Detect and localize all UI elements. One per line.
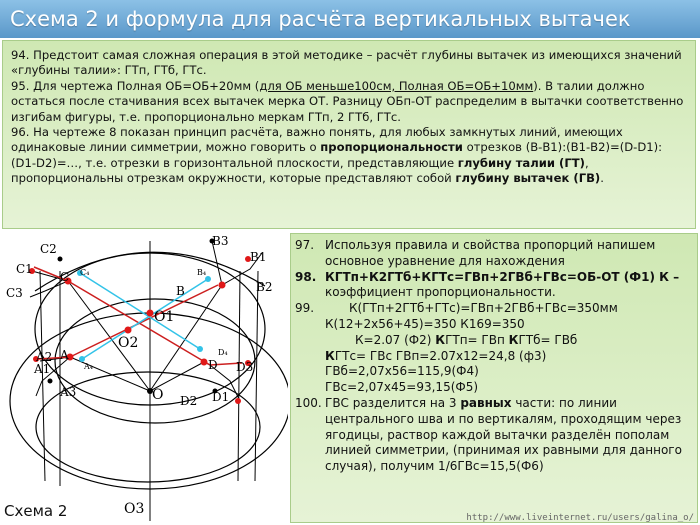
- point-o1: [147, 310, 154, 317]
- p96-text-c: отрезков (В-В1):(В1-В2)=(D-D1):(D1-D2)=…, т.е. отрезки в горизонтальной плоскости, представляющие: [11, 140, 663, 170]
- p96-text-e: .: [600, 171, 604, 186]
- p96-text-d: , пропорциональны отрезкам окружности, которые представляют собой: [11, 155, 589, 186]
- item-99-line-1: К(ГТп+2ГТб+ГТс)=ГВп+2ГВб+ГВс=350мм: [349, 301, 618, 316]
- item-99-number: 99.: [295, 301, 315, 316]
- source-watermark: http://www.liveinternet.ru/users/galina_o/: [466, 513, 694, 523]
- label-d2: D2: [180, 394, 198, 408]
- point-a3: [48, 379, 53, 384]
- label-c: C: [60, 270, 70, 284]
- top-text-box: [2, 40, 696, 229]
- label-o3: O3: [124, 501, 145, 517]
- item-99-line-3-a: ГТп= ГВп: [445, 332, 509, 347]
- item-99-line-5: ГВб=2,07х56=115,9(Ф4): [325, 364, 479, 379]
- label-c1: C1: [16, 262, 33, 276]
- item-99-line-3: [295, 333, 691, 349]
- item-100-equal: равных: [460, 395, 512, 410]
- label-a4: A₄: [84, 362, 93, 371]
- label-b: B: [176, 284, 185, 298]
- item-99-line-4: [295, 349, 691, 365]
- label-o: O: [152, 387, 164, 403]
- slide-title: Схема 2 и формула для расчёта вертикальных вытачек: [0, 0, 700, 38]
- paragraph-96: [11, 125, 687, 187]
- dart-a-to-o: [70, 357, 150, 391]
- label-a1: A1: [34, 362, 51, 376]
- item-100-text-c: части: по линии центрального шва и по вертикалям, проходящим через ягодицы, раствор каждой вытачки разделён пополам линией симметрии, (принимая их равными для данного случая), получим 1/6ГВс=15,5(Ф6): [325, 395, 682, 474]
- k-symbol-2: К: [508, 332, 519, 347]
- p95-text-a: 95. Для чертежа Полная ОБ=ОБ+20мм (: [11, 78, 260, 93]
- point-d4: [197, 346, 203, 352]
- k-symbol-3: К: [325, 348, 335, 363]
- item-100-text-a: ГВС разделится на 3: [325, 395, 461, 410]
- item-100-number: 100.: [295, 395, 322, 410]
- diagram-caption: Схема 2: [4, 502, 68, 520]
- right-text-box: [290, 233, 698, 523]
- item-99-line-3-b: ГТб= ГВб: [518, 332, 578, 347]
- item-97-text: Используя правила и свойства пропорций напишем основное уравнение для нахождения: [325, 238, 656, 268]
- paragraph-95: [11, 79, 687, 125]
- item-100-text: [325, 396, 691, 475]
- item-99-line-4-text: ГТс= ГВс ГВп=2.07х12=24,8 (ф3): [334, 348, 547, 363]
- item-99: [295, 301, 691, 317]
- label-o1: O1: [154, 309, 175, 325]
- label-d1: D1: [212, 390, 230, 404]
- item-99-line-6: ГВс=2,07х45=93,15(Ф5): [325, 380, 479, 395]
- p95-underlined: для ОБ меньше100см, Полная ОБ=ОБ+10мм: [259, 78, 534, 93]
- p96-text-a: 96. На чертеже 8 показан принцип расчёта, важно понять, для любых замкнутых линий, имеющих одинаковые линии симметрии, можно говорить о: [11, 125, 623, 155]
- label-d: D: [208, 358, 218, 372]
- k-symbol-1: К: [435, 332, 446, 347]
- p96-bold-dart-depth: глубину вытачек (ГВ): [455, 171, 601, 186]
- item-97-number: 97.: [295, 238, 315, 252]
- p96-bold-waist-depth: глубину талии (ГТ): [457, 155, 585, 170]
- point-d3: [235, 398, 241, 404]
- label-c4: C₄: [80, 268, 90, 277]
- p96-bold-proportionality: пропорциональности: [320, 140, 463, 155]
- item-97: [295, 238, 691, 270]
- item-100: [295, 396, 691, 475]
- item-98-formula: КГТп+К2ГТб+КГТс=ГВп+2ГВб+ГВс=ОБ-ОТ (Ф1) К –: [325, 269, 680, 284]
- label-b2: B2: [256, 280, 273, 294]
- item-99-line-2: К(12+2х56+45)=350 К169=350: [325, 316, 525, 331]
- item-98-number: 98.: [295, 269, 317, 284]
- point-b: [219, 282, 226, 289]
- diagram-svg: [0, 231, 288, 525]
- label-d4: D₄: [218, 348, 228, 357]
- point-o2: [125, 327, 132, 334]
- point-d: [201, 359, 208, 366]
- label-b1: B1: [250, 250, 267, 264]
- scheme-2-diagram: [0, 231, 288, 525]
- label-o2: O2: [118, 335, 139, 351]
- item-98-text: [325, 270, 691, 302]
- label-c3: C3: [6, 286, 23, 300]
- label-b4: B₄: [197, 268, 207, 277]
- item-98: [295, 270, 691, 302]
- label-a: A: [60, 348, 69, 362]
- right-vertical-2: [255, 271, 258, 481]
- point-c2: [58, 257, 63, 262]
- label-c2: C2: [40, 242, 57, 256]
- item-99-line-3-text: К=2.07 (Ф2): [355, 332, 436, 347]
- p95-text-b: ). В талии должно остаться после стачивания всех вытачек мерка ОТ. Разницу ОБп-ОТ распределим в вытачки соответственно изгибам фигуры, т.е. пропорционально меркам ГТп, 2 ГТб, ГТс.: [11, 78, 684, 124]
- label-b3: B3: [212, 234, 229, 248]
- label-a2: A2: [36, 350, 53, 364]
- label-d3: D3: [236, 360, 254, 374]
- label-a3: A3: [60, 385, 77, 399]
- item-98-rest: коэффициент пропорциональности.: [325, 285, 556, 300]
- paragraph-94: 94. Предстоит самая сложная операция в этой методике – расчёт глубины вытачек из имеющихся значений «глубины талии»: ГТп, ГТб, ГТс.: [11, 48, 682, 78]
